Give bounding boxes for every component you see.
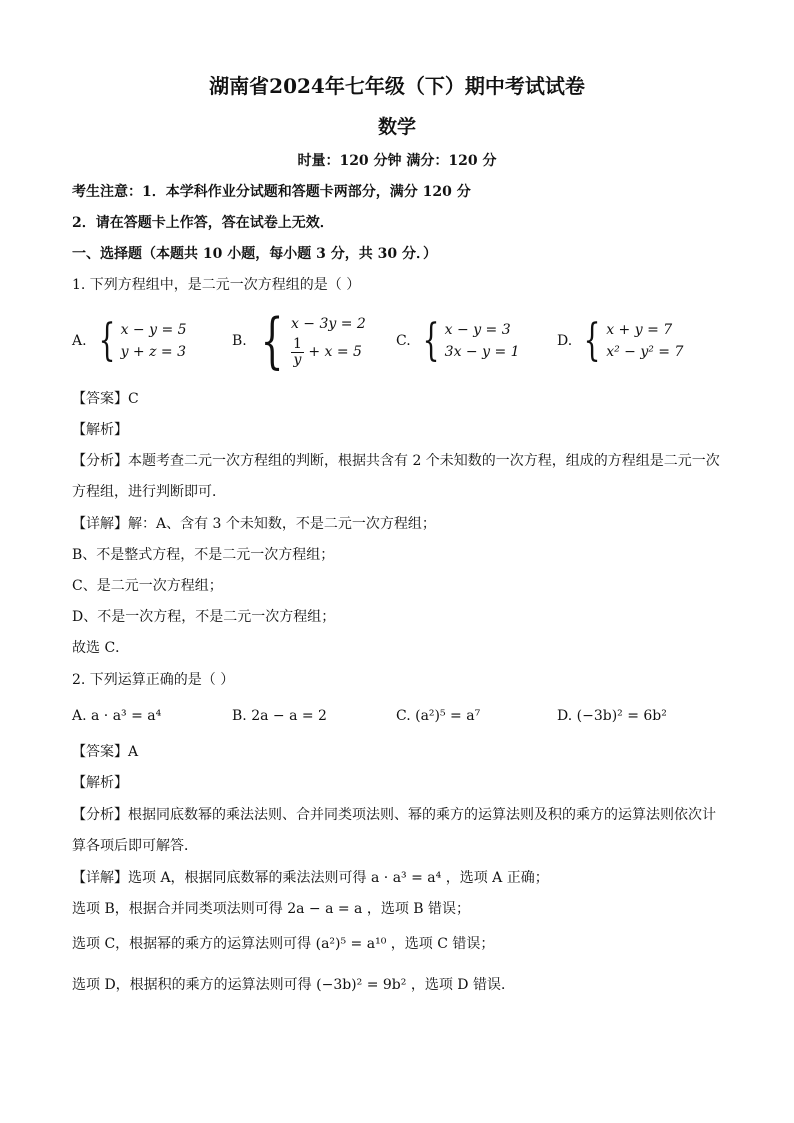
brace-icon: { [422,315,440,366]
equation: x − y = 5 [120,322,187,338]
q2-detail-4: 选项 D，根据积的乘方的运算法则可得 (−3b)² = 9b² ，选项 D 错误． [72,977,515,993]
q1-option-d [557,312,683,370]
q2-option-a: A. a · a³ = a⁴ [72,708,162,724]
q1-detail-5: 故选 C． [72,640,130,656]
equation: x − y = 3 [444,322,511,338]
q1-fenxi-line-2: 方程组，进行判断即可． [72,484,226,500]
option-label: C. [396,333,411,349]
equation: x² − y² = 7 [606,344,684,360]
q1-fenxi-line-1: 【分析】本题考查二元一次方程组的判断，根据共含有 2 个未知数的一次方程，组成的方程组是二元一次 [72,453,720,469]
q1-detail-3: C、是二元一次方程组； [72,578,223,594]
q1-analysis-label: 【解析】 [72,422,128,438]
equation-system [606,319,683,363]
q1-option-c [396,312,520,370]
option-label: A. [72,333,87,349]
notice-line-1: 考生注意：1．本学科作业分试题和答题卡两部分，满分 120 分 [72,184,471,200]
brace-icon: { [583,315,601,366]
brace-icon: { [98,315,115,366]
notice-line-2: 2．请在答题卡上作答，答在试卷上无效． [72,215,334,231]
q1-option-a [72,312,187,370]
equation: y + z = 3 [120,344,187,360]
q2-option-d: D. (−3b)² = 6b² [557,708,667,724]
equation [291,335,366,369]
q2-option-b: B. 2a − a = 2 [232,708,327,724]
equation: 3x − y = 1 [444,344,520,360]
q2-detail-3: 选项 C，根据幂的乘方的运算法则可得 (a²)⁵ = a¹⁰ ，选项 C 错误； [72,936,495,952]
q2-stem: 2. 下列运算正确的是（ ） [72,672,235,688]
q2-detail-1: 【详解】选项 A，根据同底数幂的乘法法则可得 a · a³ = a⁴ ，选项 A 正确； [72,870,549,886]
q1-detail-2: B、不是整式方程，不是二元一次方程组； [72,547,335,563]
q2-option-c: C. (a²)⁵ = a⁷ [396,708,481,724]
equation-system [445,319,520,363]
fraction-denominator: y [293,351,302,368]
subject-title: 数学 [377,116,416,138]
page-title: 湖南省2024年七年级（下）期中考试试卷 [209,74,585,98]
fraction-numerator: 1 [292,335,302,352]
q1-answer: 【答案】C [72,391,139,407]
equation: x + y = 7 [606,322,673,338]
option-label: D. [557,333,573,349]
q2-fenxi-line-1: 【分析】根据同底数幂的乘法法则、合并同类项法则、幂的乘方的运算法则及积的乘方的运算法则依次计 [72,807,716,823]
option-label: B. [232,333,247,349]
q1-option-b [232,303,366,379]
brace-icon: { [260,306,284,376]
section-heading: 一、选择题（本题共 10 小题，每小题 3 分，共 30 分．） [72,246,437,262]
q1-detail-1: 【详解】解：A、含有 3 个未知数，不是二元一次方程组； [72,516,436,532]
time-info: 时量：120 分钟 满分：120 分 [297,153,497,169]
equation-rest: + x = 5 [308,344,362,360]
fraction [291,337,304,368]
equation: x − 3y = 2 [290,316,366,332]
q1-stem: 1. 下列方程组中，是二元一次方程组的是（ ） [72,277,361,293]
q1-detail-4: D、不是一次方程，不是二元一次方程组； [72,609,336,625]
q2-analysis-label: 【解析】 [72,775,128,791]
q2-fenxi-line-2: 算各项后即可解答． [72,838,198,854]
q2-detail-2: 选项 B，根据合并同类项法则可得 2a − a = a ，选项 B 错误； [72,901,471,917]
q2-answer: 【答案】A [72,744,139,760]
equation-system [121,319,187,363]
equation-system [291,313,366,369]
